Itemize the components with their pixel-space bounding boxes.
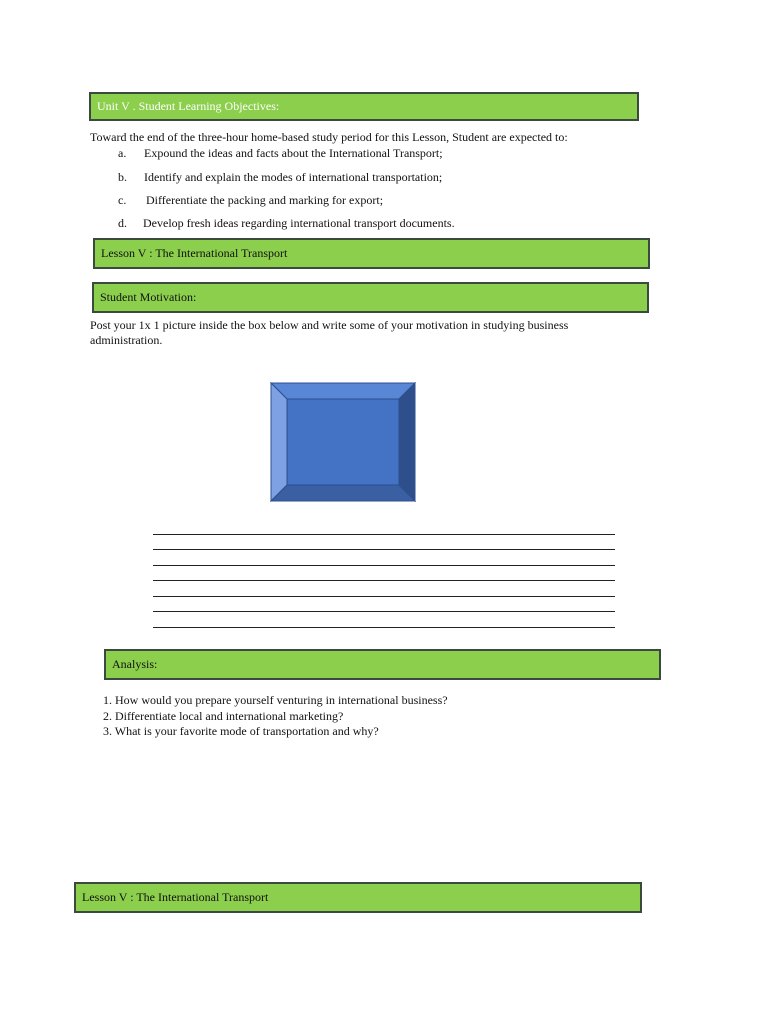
motivation-text: Post your 1x 1 picture inside the box below and write some of your motivation in studying business [90,318,569,332]
analysis-header: Analysis: [104,649,661,680]
footer-lesson-header: Lesson V : The International Transport [74,882,642,913]
motivation-header: Student Motivation: [92,282,649,313]
objective-letter: b. [118,170,127,184]
writing-line[interactable] [153,596,615,597]
objective-letter: d. [118,216,127,230]
writing-line[interactable] [153,549,615,550]
writing-line[interactable] [153,580,615,581]
objective-letter: c. [118,193,127,207]
writing-line[interactable] [153,565,615,566]
objective-text: Identify and explain the modes of international transportation; [144,170,443,184]
objective-text: Expound the ideas and facts about the International Transport; [144,146,443,160]
motivation-text-continued: administration. [90,333,163,347]
picture-box[interactable] [270,382,416,502]
unit-objectives-header: Unit V . Student Learning Objectives: [89,92,639,121]
objective-text: Differentiate the packing and marking for export; [146,193,384,207]
objective-text: Develop fresh ideas regarding international transport documents. [143,216,455,230]
question-2: 2. Differentiate local and international marketing? [103,709,344,723]
writing-line[interactable] [153,611,615,612]
question-1: 1. How would you prepare yourself venturing in international business? [103,693,448,707]
objective-letter: a. [118,146,127,160]
writing-line[interactable] [153,534,615,535]
intro-text: Toward the end of the three-hour home-based study period for this Lesson, Student are expected to: [90,130,568,144]
question-3: 3. What is your favorite mode of transportation and why? [103,724,379,738]
lesson-header: Lesson V : The International Transport [93,238,650,269]
writing-line[interactable] [153,627,615,628]
